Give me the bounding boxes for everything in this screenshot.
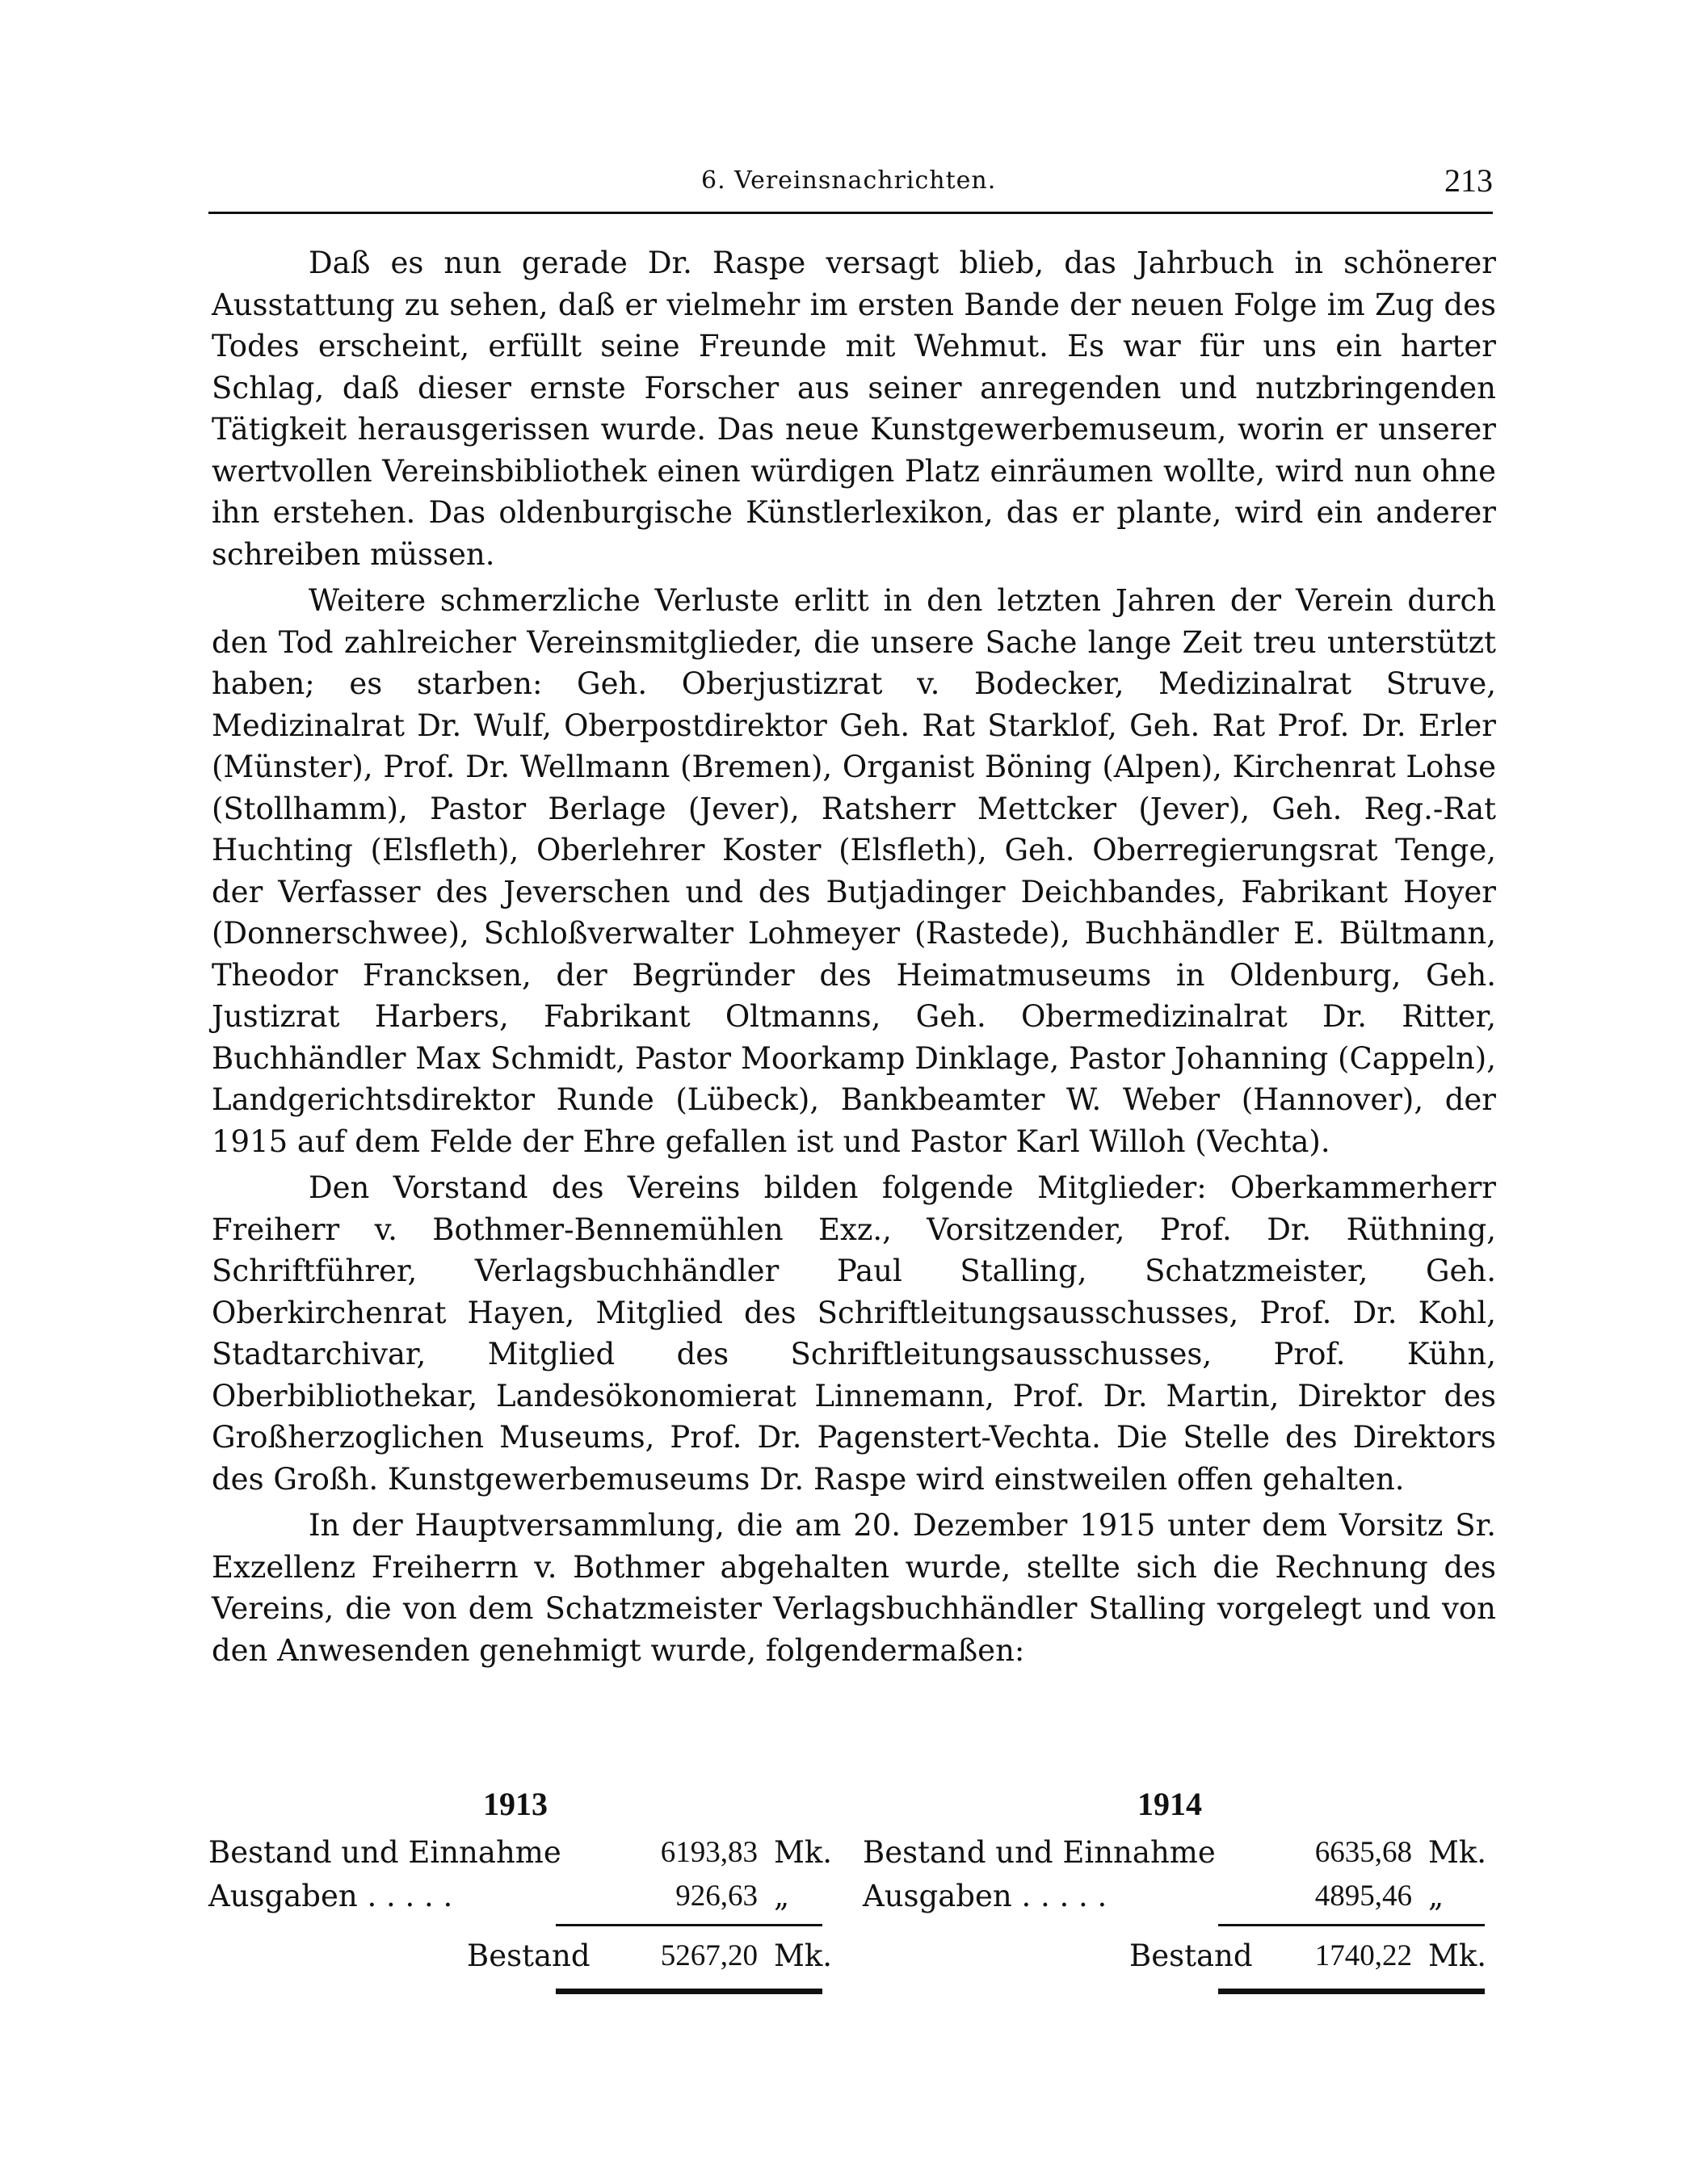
balance-unit: Mk.: [774, 1938, 833, 1973]
expense-label: Ausgaben . . . . .: [863, 1879, 1107, 1913]
balance-label: Bestand: [467, 1938, 591, 1973]
income-label: Bestand und Einnahme: [208, 1835, 561, 1870]
balance-unit: Mk.: [1428, 1938, 1487, 1973]
expense-amount: 926,63: [675, 1880, 758, 1913]
sum-rule: [1218, 1924, 1485, 1926]
income-row: [863, 1835, 1493, 1877]
total-rule: [556, 1989, 822, 1994]
account-year: 1913: [483, 1786, 548, 1822]
income-label: Bestand und Einnahme: [863, 1835, 1216, 1870]
account-1913: [208, 1785, 838, 2011]
balance-row: [863, 1938, 1493, 1980]
total-rule: [1218, 1989, 1485, 1994]
accounts-table: [208, 1785, 1501, 2011]
running-title: 6. Vereinsnachrichten.: [701, 166, 997, 195]
expense-row: [208, 1879, 838, 1921]
paragraph-deaths: Weitere schmerzliche Verluste erlitt in den letzten Jahren der Verein durch den Tod zahlreicher Vereinsmitglieder, die unsere Sache lange Zeit treu unterstützt haben; es starben: Geh. Oberjustizrat v. Bodecker, Medizinalrat Struve, Medizinalrat Dr. Wulf, Oberpostdirektor Geh. Rat Starklof, Geh. Rat Prof. Dr. Erler (Münster), Prof. Dr. Wellmann (Bremen), Organist Böning (Alpen), Kirchenrat Lohse (Stollhamm), Pastor Berlage (Jever), Ratsherr Mettcker (Jever), Geh. Reg.-Rat Huchting (Elsfleth), Oberlehrer Koster (Elsfleth), Geh. Oberregierungsrat Tenge, der Verfasser des Jeverschen und des Butjadinger Deichbandes, Fabrikant Hoyer (Donnerschwee), Schloßverwalter Lohmeyer (Rastede), Buchhändler E. Bültmann, Theodor Francksen, der Begründer des Heimatmuseums in Oldenburg, Geh. Justizrat Harbers, Fabrikant Oltmanns, Geh. Obermedizinalrat Dr. Ritter, Buchhändler Max Schmidt, Pastor Moorkamp Dinklage, Pastor Johanning (Cappeln), Landgerichtsdirektor Runde (Lübeck), Bankbeamter W. Weber (Hannover), der 1915 auf dem Felde der Ehre gefallen ist und Pastor Karl Willoh (Vechta).: [212, 583, 1496, 1159]
expense-row: [863, 1879, 1493, 1921]
expense-unit: „: [774, 1879, 790, 1913]
balance-amount: 5267,20: [660, 1939, 758, 1972]
sum-rule: [556, 1924, 822, 1926]
paragraph-raspe: Daß es nun gerade Dr. Raspe versagt blieb, das Jahrbuch in schönerer Ausstattung zu sehen, daß er vielmehr im ersten Bande der neuen Folge im Zug des Todes erscheint, erfüllt seine Freunde mit Wehmut. Es war für uns ein harter Schlag, daß dieser ernste Forscher aus seiner anregenden und nutzbringenden Tätigkeit herausgerissen wurde. Das neue Kunstgewerbemuseum, worin er unserer wertvollen Vereinsbibliothek einen würdigen Platz einräumen wollte, wird nun ohne ihn erstehen. Das oldenburgische Künstlerlexikon, das er plante, wird ein anderer schreiben müssen.: [212, 246, 1496, 572]
expense-amount: 4895,46: [1314, 1880, 1412, 1913]
page-number: 213: [1444, 162, 1493, 199]
account-year: 1914: [1137, 1786, 1202, 1822]
balance-amount: 1740,22: [1314, 1939, 1412, 1972]
paragraph-assembly: In der Hauptversammlung, die am 20. Dezember 1915 unter dem Vorsitz Sr. Exzellenz Freiherrn v. Bothmer abgehalten wurde, stellte sich die Rechnung des Vereins, die von dem Schatzmeister Verlagsbuchhändler Stalling vorgelegt und von den Anwesenden genehmigt wurde, folgendermaßen:: [212, 1508, 1496, 1668]
page-header: [208, 162, 1493, 214]
income-unit: Mk.: [774, 1835, 833, 1870]
account-1914: [863, 1785, 1493, 2011]
expense-unit: „: [1428, 1879, 1444, 1913]
balance-label: Bestand: [1129, 1938, 1253, 1973]
balance-row: [208, 1938, 838, 1980]
income-row: [208, 1835, 838, 1877]
body-text: [212, 242, 1496, 1671]
paragraph-board: Den Vorstand des Vereins bilden folgende Mitglieder: Oberkammerherr Freiherr v. Bothmer-Bennemühlen Exz., Vorsitzender, Prof. Dr. Rüthning, Schriftführer, Verlagsbuchhändler Paul Stalling, Schatzmeister, Geh. Oberkirchenrat Hayen, Mitglied des Schriftleitungsausschusses, Prof. Dr. Kohl, Stadtarchivar, Mitglied des Schriftleitungsausschusses, Prof. Kühn, Oberbibliothekar, Landesökonomierat Linnemann, Prof. Dr. Martin, Direktor des Großherzoglichen Museums, Prof. Dr. Pagenstert-Vechta. Die Stelle des Direktors des Großh. Kunstgewerbemuseums Dr. Raspe wird einstweilen offen gehalten.: [212, 1170, 1496, 1497]
expense-label: Ausgaben . . . . .: [208, 1879, 453, 1913]
income-amount: 6635,68: [1314, 1836, 1412, 1869]
income-amount: 6193,83: [660, 1836, 758, 1869]
income-unit: Mk.: [1428, 1835, 1487, 1870]
